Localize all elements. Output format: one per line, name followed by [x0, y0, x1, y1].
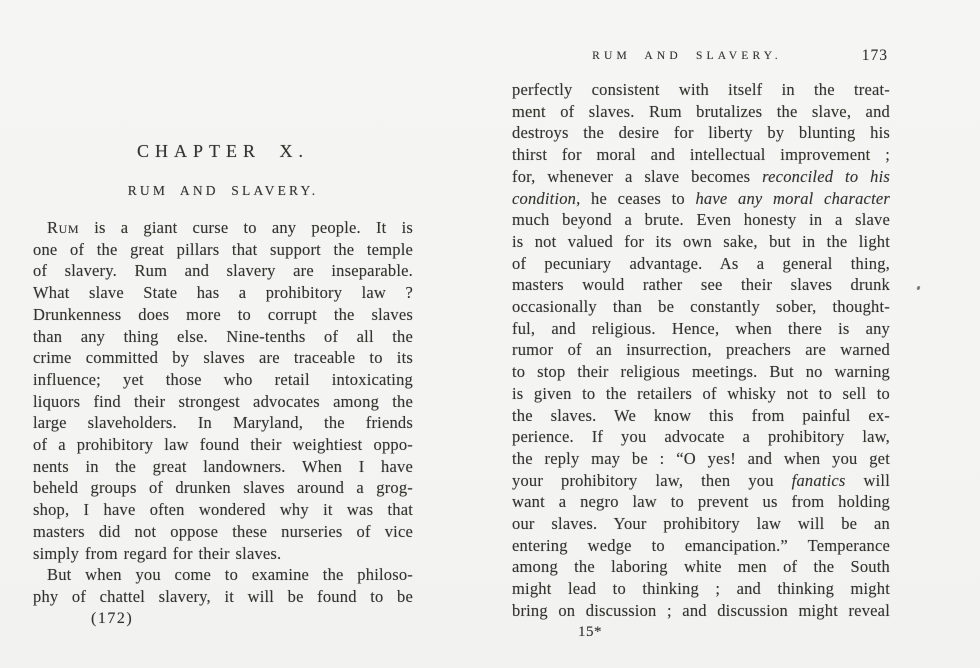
- text-line: of slavery. Rum and slavery are inseparable.: [33, 261, 413, 281]
- running-header-title: RUM AND SLAVERY.: [592, 50, 782, 62]
- text-line: What slave State has a prohibitory law ?: [33, 283, 413, 303]
- text-line: is given to the retailers of whisky not to sell to: [512, 383, 890, 403]
- chapter-heading: CHAPTER X.: [136, 141, 309, 161]
- text-line: destroys the desire for liberty by blunting his: [512, 123, 890, 143]
- left-page-body: [33, 217, 413, 608]
- text-line: to stop their religious meetings. But no warning: [512, 362, 890, 382]
- text-line: beheld groups of drunken slaves around a grog-: [33, 478, 413, 498]
- text-line: condition, he ceases to have any moral character: [512, 188, 890, 208]
- right-page: [512, 0, 890, 668]
- text-line: much beyond a brute. Even honesty in a slave: [512, 210, 890, 230]
- text-line: for, whenever a slave becomes reconciled to his: [512, 166, 890, 186]
- text-line: the reply may be : “O yes! and when you get: [512, 448, 890, 468]
- text-line: our slaves. Your prohibitory law will be an: [512, 514, 890, 534]
- text-line: among the laboring white men of the South: [512, 557, 890, 577]
- text-line: your prohibitory law, then you fanatics will: [512, 470, 890, 490]
- text-line: want a negro law to prevent us from holding: [512, 492, 890, 512]
- text-line: masters would rather see their slaves drunk: [512, 275, 890, 295]
- folio-number: (172): [91, 610, 134, 627]
- paragraph: [512, 79, 890, 622]
- text-line: might lead to thinking ; and thinking might: [512, 579, 890, 599]
- text-line: large slaveholders. In Maryland, the friends: [33, 413, 413, 433]
- text-line: perfectly consistent with itself in the treat-: [512, 80, 890, 99]
- text-line: crime committed by slaves are traceable to its: [33, 348, 413, 368]
- text-line: ment of slaves. Rum brutalizes the slave, and: [512, 101, 890, 121]
- text-line: than any thing else. Nine-tenths of all the: [33, 326, 413, 346]
- page-number: 173: [861, 47, 888, 64]
- text-line: simply from regard for their slaves.: [33, 543, 282, 563]
- text-line: Drunkenness does more to corrupt the slaves: [33, 304, 413, 324]
- signature-mark: 15*: [578, 624, 602, 640]
- text-line: influence; yet those who retail intoxicating: [33, 369, 413, 389]
- text-line: phy of chattel slavery, it will be found to be: [33, 586, 413, 606]
- text-line: the slaves. We know this from painful ex-: [512, 405, 890, 425]
- text-line: masters did not oppose these nurseries of vice: [33, 521, 413, 541]
- paragraph: [33, 217, 413, 564]
- text-line: nents in the great landowners. When I have: [33, 456, 413, 476]
- text-line: liquors find their strongest advocates among the: [33, 391, 413, 411]
- chapter-subtitle: RUM AND SLAVERY.: [127, 183, 319, 198]
- running-header: [512, 47, 890, 68]
- scan-speck: [916, 286, 920, 291]
- text-line: But when you come to examine the philoso-: [47, 565, 413, 585]
- text-line: entering wedge to emancipation.” Temperance: [512, 535, 890, 555]
- text-line: rumor of an insurrection, preachers are warned: [512, 340, 890, 360]
- text-line: one of the great pillars that support the temple: [33, 239, 413, 259]
- text-line: bring on discussion ; and discussion might reveal: [512, 600, 890, 620]
- paragraph: [33, 564, 413, 607]
- text-line: thirst for moral and intellectual improvement ;: [512, 145, 890, 165]
- text-line: occasionally than be constantly sober, thought-: [512, 297, 890, 317]
- text-line: ful, and religious. Hence, when there is any: [512, 318, 890, 338]
- text-line: of a prohibitory law found their weightiest oppo-: [33, 435, 413, 455]
- right-page-body: [512, 79, 890, 622]
- text-line: Rum is a giant curse to any people. It is: [47, 218, 413, 237]
- text-line: shop, I have often wondered why it was that: [33, 500, 413, 520]
- text-line: perience. If you advocate a prohibitory law,: [512, 427, 890, 447]
- text-line: is not valued for its own sake, but in the light: [512, 231, 890, 251]
- left-page: [33, 0, 413, 668]
- text-line: of pecuniary advantage. As a general thing,: [512, 253, 890, 273]
